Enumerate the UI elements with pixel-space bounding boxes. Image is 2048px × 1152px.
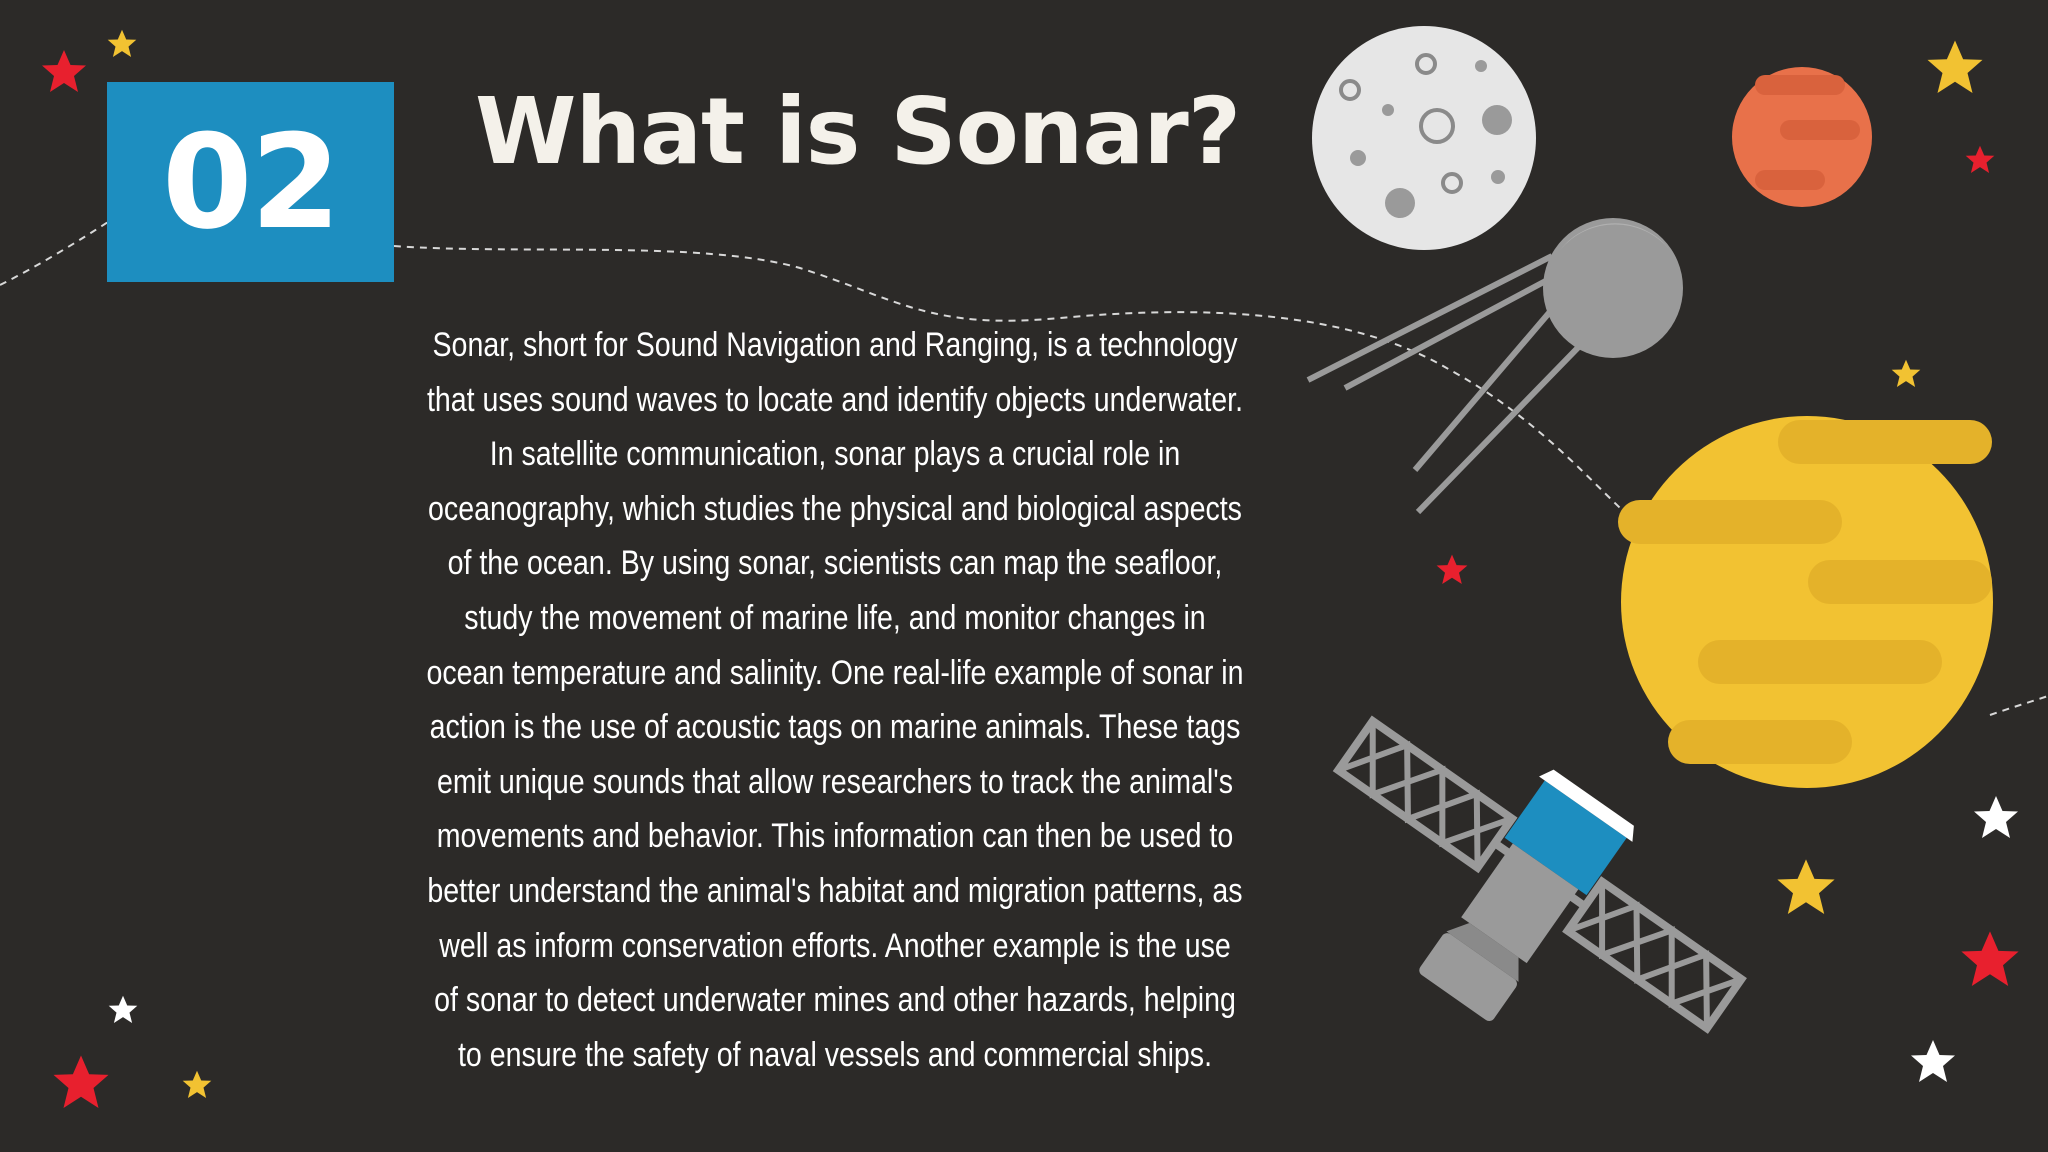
slide-number: 02 [162,106,339,258]
slide-number-box [107,82,394,282]
sputnik-satellite-icon [1308,218,1683,512]
mars-planet-icon [1732,67,1872,207]
yellow-planet-icon [1618,416,1993,790]
orbit-path-right [1990,696,2048,715]
slide-title: What is Sonar? [475,78,1241,185]
slide-body-text: Sonar, short for Sound Navigation and Ranging, is a technology that uses sound waves to locate and identify objects underwater. In satellite communication, sonar plays a crucial role in oceanography, which studies the physical and biological aspects of the ocean. By using sonar, scientists can map the seafloor, study the movement of marine life, and monitor changes in ocean temperature and salinity. One real-life example of sonar in action is the use of acoustic tags on marine animals. These tags emit unique sounds that allow researchers to track the animal's movements and behavior. This information can then be used to better understand the animal's habitat and migration patterns, as well as inform conservation efforts. Another example is the use of sonar to detect underwater mines and other hazards, helping to ensure the safety of naval vessels and commercial ships. [426,326,1244,1074]
moon-icon [1312,26,1536,250]
orbit-path-left [0,222,108,285]
